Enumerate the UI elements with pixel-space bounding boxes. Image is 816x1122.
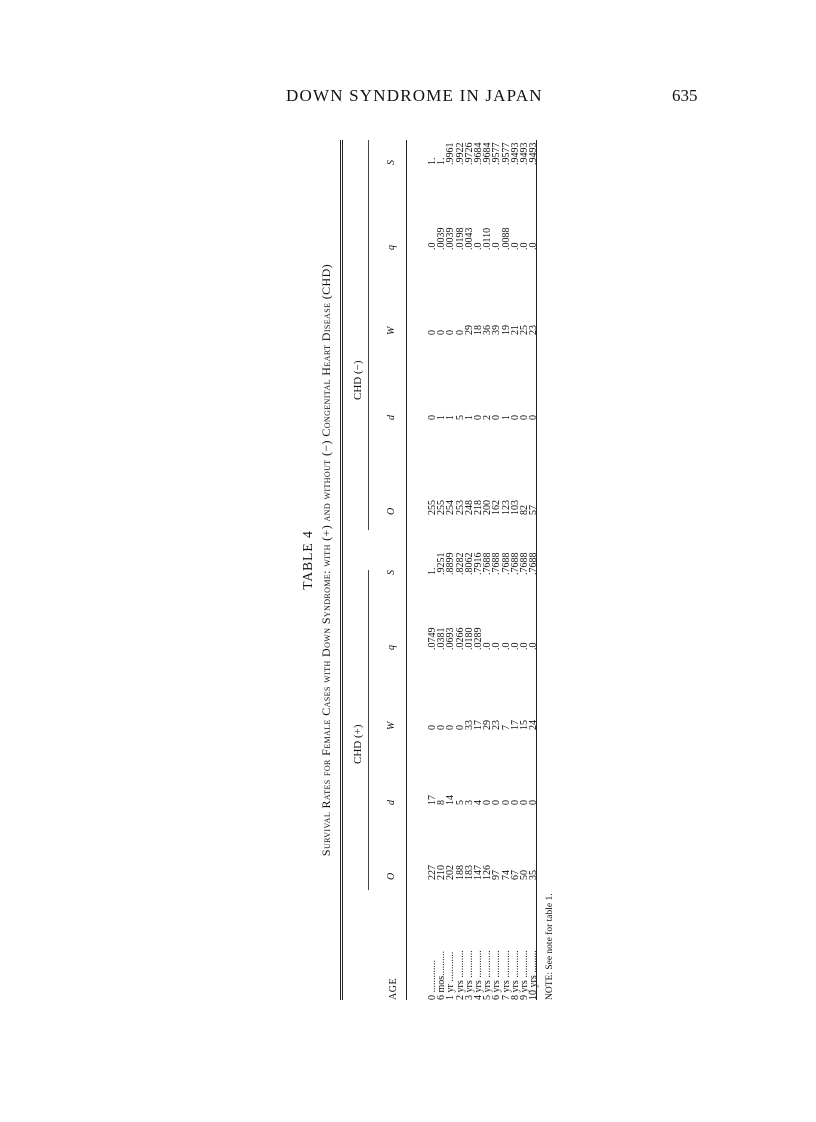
cell-w-minus: 0: [454, 330, 466, 335]
cell-w-plus: 0: [454, 725, 466, 730]
cell-w-minus: 0: [436, 330, 448, 335]
cell-q-minus: .0: [473, 242, 484, 250]
cell-d-plus: 5: [454, 800, 466, 805]
cell-o-plus: 202: [445, 865, 457, 880]
cell-o-plus: 147: [473, 865, 484, 880]
cell-d-minus: 0: [427, 415, 438, 420]
chd-plus-rule: [368, 570, 369, 890]
cell-s-minus: .9493: [509, 142, 521, 165]
cell-q-plus: .0: [491, 642, 503, 650]
cell-w-minus: 0: [445, 330, 457, 335]
cell-w-plus: 17: [473, 720, 484, 730]
age-cell: 10 yrs .........: [528, 950, 540, 1000]
cell-s-minus: .9922: [454, 142, 466, 165]
cell-q-minus: .0198: [454, 227, 466, 250]
cell-o-minus: 200: [482, 500, 494, 515]
cell-s-minus: .9684: [482, 142, 494, 165]
cell-d-plus: 14: [445, 795, 457, 805]
cell-w-minus: 21: [509, 325, 521, 335]
cell-d-minus: 1: [463, 415, 475, 420]
running-head-title: DOWN SYNDROME IN JAPAN: [286, 86, 543, 105]
cell-s-minus: .9961: [445, 142, 457, 165]
age-cell: 6 yrs ...........: [491, 950, 503, 1000]
cell-o-minus: 57: [528, 505, 540, 515]
cell-q-minus: .0: [519, 242, 530, 250]
cell-o-plus: 97: [491, 870, 503, 880]
cell-d-plus: 17: [427, 795, 438, 805]
cell-q-plus: .0693: [445, 627, 457, 650]
cell-s-minus: .9577: [491, 142, 503, 165]
cell-q-plus: .0: [482, 642, 494, 650]
header-bottom-rule: [406, 140, 407, 1000]
col-header-s-minus: S: [386, 160, 397, 165]
col-header-q-minus: q: [386, 245, 397, 250]
cell-d-minus: 1: [436, 415, 448, 420]
age-cell: 0 .............: [427, 960, 438, 1000]
cell-d-minus: 2: [482, 415, 494, 420]
cell-s-plus: .7688: [482, 552, 494, 575]
cell-o-plus: 50: [519, 870, 530, 880]
cell-s-plus: .9251: [436, 552, 448, 575]
cell-o-plus: 227: [427, 865, 438, 880]
cell-s-minus: .9493: [528, 142, 540, 165]
cell-d-minus: 5: [454, 415, 466, 420]
cell-q-plus: .0749: [427, 627, 438, 650]
cell-o-minus: 162: [491, 500, 503, 515]
cell-s-plus: .7916: [473, 552, 484, 575]
cell-d-plus: 4: [473, 800, 484, 805]
cell-q-minus: .0088: [500, 227, 512, 250]
cell-q-minus: .0: [491, 242, 503, 250]
cell-o-minus: 253: [454, 500, 466, 515]
col-header-d-minus: d: [386, 415, 397, 420]
cell-q-plus: .0180: [463, 627, 475, 650]
age-cell: 9 yrs ...........: [519, 950, 530, 1000]
cell-s-plus: .8062: [463, 552, 475, 575]
table-title: Survival Rates for Female Cases with Down Syndrome: with (+) and without (−) Congenital Heart Disease (CHD): [319, 263, 333, 857]
table-bottom-rule: [536, 140, 537, 1000]
cell-d-plus: 0: [500, 800, 512, 805]
cell-w-minus: 23: [528, 325, 540, 335]
cell-s-plus: .7688: [509, 552, 521, 575]
cell-q-minus: .0: [528, 242, 540, 250]
cell-w-plus: 33: [463, 720, 475, 730]
cell-q-plus: .0: [528, 642, 540, 650]
cell-q-minus: .0043: [463, 227, 475, 250]
cell-w-minus: 29: [463, 325, 475, 335]
cell-w-minus: 18: [473, 325, 484, 335]
cell-s-minus: .9577: [500, 142, 512, 165]
cell-o-plus: 210: [436, 865, 448, 880]
survival-table: [300, 120, 540, 1000]
cell-w-plus: 17: [509, 720, 521, 730]
cell-w-minus: 0: [427, 330, 438, 335]
age-cell: 1 yr ............: [445, 951, 457, 1000]
table-label: TABLE 4: [300, 530, 315, 590]
cell-s-plus: 1.: [427, 567, 438, 575]
col-header-w-minus: W: [386, 326, 397, 335]
cell-s-minus: 1.: [436, 157, 448, 165]
cell-o-minus: 218: [473, 500, 484, 515]
cell-w-minus: 25: [519, 325, 530, 335]
cell-o-plus: 188: [454, 865, 466, 880]
cell-w-minus: 36: [482, 325, 494, 335]
cell-s-plus: .7688: [491, 552, 503, 575]
cell-d-plus: 0: [509, 800, 521, 805]
cell-w-plus: 15: [519, 720, 530, 730]
cell-s-plus: .8282: [454, 552, 466, 575]
age-cell: 4 yrs ...........: [473, 950, 484, 1000]
chd-plus-group-header: CHD (+): [352, 724, 364, 764]
cell-d-minus: 0: [509, 415, 521, 420]
cell-d-plus: 0: [528, 800, 540, 805]
age-cell: 8 yrs ...........: [509, 950, 521, 1000]
cell-w-plus: 24: [528, 720, 540, 730]
cell-d-plus: 8: [436, 800, 448, 805]
age-cell: 6 mos..........: [436, 950, 448, 1000]
cell-w-plus: 0: [436, 725, 448, 730]
col-header-d-plus: d: [386, 800, 397, 805]
cell-q-plus: .0: [519, 642, 530, 650]
cell-q-plus: .0: [500, 642, 512, 650]
cell-s-plus: .7688: [500, 552, 512, 575]
cell-s-plus: .7688: [528, 552, 540, 575]
cell-o-plus: 74: [500, 870, 512, 880]
cell-q-plus: .0289: [473, 627, 484, 650]
chd-minus-group-header: CHD (−): [352, 360, 364, 400]
cell-q-minus: .0: [427, 242, 438, 250]
cell-d-minus: 0: [519, 415, 530, 420]
cell-d-minus: 1: [500, 415, 512, 420]
cell-d-plus: 0: [491, 800, 503, 805]
cell-d-minus: 0: [491, 415, 503, 420]
col-header-q-plus: q: [386, 645, 397, 650]
cell-d-plus: 0: [519, 800, 530, 805]
cell-s-minus: .9493: [519, 142, 530, 165]
cell-d-minus: 0: [473, 415, 484, 420]
cell-o-plus: 126: [482, 865, 494, 880]
cell-w-minus: 39: [491, 325, 503, 335]
cell-q-plus: .0: [509, 642, 521, 650]
cell-q-minus: .0039: [445, 227, 457, 250]
chd-minus-rule: [368, 140, 369, 530]
cell-q-minus: .0110: [482, 227, 494, 250]
cell-s-plus: .8899: [445, 552, 457, 575]
cell-w-minus: 19: [500, 325, 512, 335]
col-header-o-minus: O: [386, 507, 397, 515]
cell-o-minus: 255: [436, 500, 448, 515]
table-top-rule: [340, 140, 343, 1000]
cell-w-plus: 0: [427, 725, 438, 730]
cell-s-minus: .9726: [463, 142, 475, 165]
table-note: NOTE: See note for table 1.: [545, 893, 555, 1000]
age-cell: 3 yrs ...........: [463, 950, 475, 1000]
age-cell: 5 yrs ...........: [482, 950, 494, 1000]
cell-d-plus: 0: [482, 800, 494, 805]
age-column-header: AGE: [388, 977, 399, 1000]
cell-o-minus: 123: [500, 500, 512, 515]
cell-q-minus: .0039: [436, 227, 448, 250]
cell-o-plus: 183: [463, 865, 475, 880]
cell-o-minus: 255: [427, 500, 438, 515]
cell-o-minus: 254: [445, 500, 457, 515]
page-number: 635: [672, 86, 698, 105]
col-header-s-plus: S: [386, 570, 397, 575]
cell-d-plus: 3: [463, 800, 475, 805]
cell-o-minus: 248: [463, 500, 475, 515]
cell-w-plus: 0: [445, 725, 457, 730]
cell-o-plus: 67: [509, 870, 521, 880]
cell-q-plus: .0381: [436, 627, 448, 650]
cell-d-minus: 0: [528, 415, 540, 420]
cell-q-minus: .0: [509, 242, 521, 250]
cell-s-minus: 1.: [427, 157, 438, 165]
cell-o-minus: 82: [519, 505, 530, 515]
cell-s-plus: .7688: [519, 552, 530, 575]
col-header-o-plus: O: [386, 872, 397, 880]
cell-w-plus: 23: [491, 720, 503, 730]
cell-d-minus: 1: [445, 415, 457, 420]
cell-o-minus: 103: [509, 500, 521, 515]
cell-s-minus: .9684: [473, 142, 484, 165]
cell-q-plus: .0266: [454, 627, 466, 650]
cell-w-plus: 7: [500, 725, 512, 730]
running-head: [0, 86, 816, 110]
age-cell: 7 yrs ...........: [500, 950, 512, 1000]
col-header-w-plus: W: [386, 721, 397, 730]
age-cell: 2 yrs ...........: [454, 950, 466, 1000]
cell-o-plus: 35: [528, 870, 540, 880]
cell-w-plus: 29: [482, 720, 494, 730]
